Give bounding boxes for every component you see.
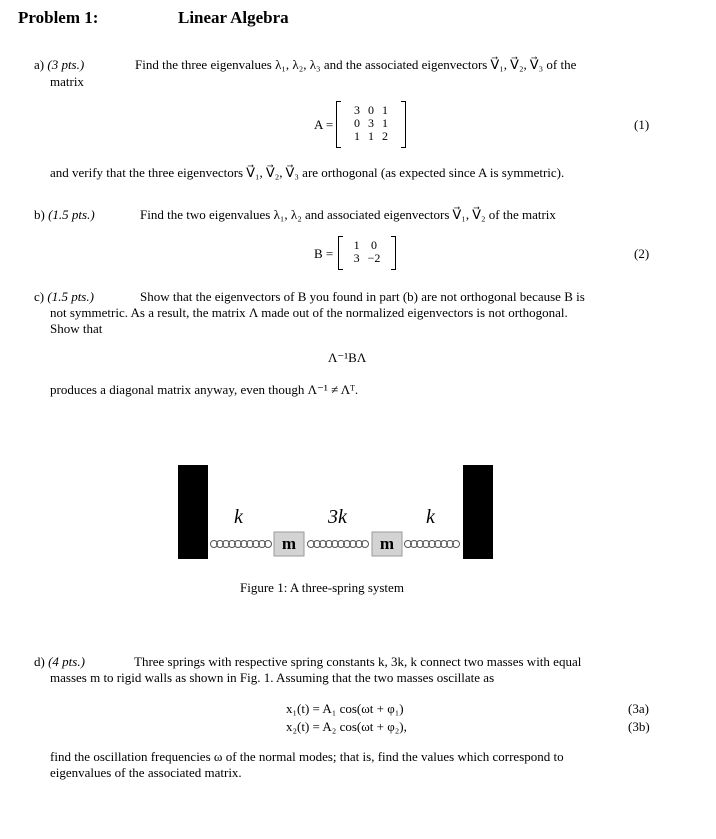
eq-number-2: (2) <box>634 246 650 261</box>
mass-label-right: m <box>379 534 395 553</box>
figure-caption: Figure 1: A three-spring system <box>240 580 404 595</box>
right-wall <box>463 465 493 559</box>
part-c-text-2: not symmetric. As a result, the matrix Λ made out of the normalized eigenvectors is not orthogonal. <box>50 305 568 320</box>
matrix-b-cell-1-1: −2 <box>367 251 381 265</box>
right-spring <box>405 541 460 548</box>
matrix-b-name: B = <box>314 246 334 261</box>
part-d-letter: d) <box>34 654 45 669</box>
matrix-a-cell-0-2: 1 <box>382 103 388 117</box>
part-d-text-2: masses m to rigid walls as shown in Fig. 1. Assuming that the two masses oscillate as <box>50 670 495 685</box>
left-spring <box>211 541 272 548</box>
part-a-text-1: Find the three eigenvalues λ₁, λ₂, λ₃ and the associated eigenvectors V⃗₁, V⃗₂, V⃗₃ of the <box>135 57 577 72</box>
part-c-text-3: Show that <box>50 321 103 336</box>
mass-label-left: m <box>281 534 297 553</box>
spring-label-middle: 3k <box>328 506 347 528</box>
part-b-text-1: Find the two eigenvalues λ₁, λ₂ and associated eigenvectors V⃗₁, V⃗₂ of the matrix <box>140 207 556 222</box>
matrix-b-cell-0-1: 0 <box>371 238 377 252</box>
spring-label-right: k <box>426 506 435 528</box>
part-c-label <box>34 289 94 305</box>
part-c-expression: Λ⁻¹BΛ <box>328 350 367 365</box>
part-a-letter: a) <box>34 57 45 72</box>
part-d-label <box>34 654 85 670</box>
matrix-a-cell-2-2: 2 <box>382 129 388 143</box>
matrix-b <box>338 236 396 270</box>
matrix-a-cell-2-0: 1 <box>354 129 360 143</box>
part-c-points: (1.5 pts.) <box>47 289 94 304</box>
problem-label: Problem 1: <box>18 8 99 27</box>
middle-spring <box>308 541 369 548</box>
part-b-points: (1.5 pts.) <box>48 207 95 222</box>
spring-label-left: k <box>234 506 243 528</box>
matrix-b-cell-1-0: 3 <box>353 251 360 265</box>
part-d-text-4: eigenvalues of the associated matrix. <box>50 765 242 780</box>
part-d-points: (4 pts.) <box>48 654 85 669</box>
matrix-a-cell-0-0: 3 <box>354 103 360 117</box>
part-a-text-2: matrix <box>50 74 84 89</box>
matrix-a-cell-0-1: 0 <box>368 103 374 117</box>
part-b-label <box>34 207 95 223</box>
matrix-a-cell-1-2: 1 <box>382 116 388 130</box>
part-c-text-4: produces a diagonal matrix anyway, even though Λ⁻¹ ≠ Λᵀ. <box>50 382 359 397</box>
problem-title: Linear Algebra <box>178 8 289 27</box>
equation-3a: x₁(t) = A₁ cos(ωt + φ₁) <box>286 701 404 716</box>
part-c-letter: c) <box>34 289 45 304</box>
left-wall <box>178 465 208 559</box>
matrix-a-cell-2-1: 1 <box>368 129 374 143</box>
eq-number-3b: (3b) <box>628 719 650 734</box>
eq-number-3a: (3a) <box>628 701 649 716</box>
matrix-a-name: A = <box>314 117 334 132</box>
part-a-label <box>34 57 84 73</box>
part-d-text-3: find the oscillation frequencies ω of the normal modes; that is, find the values which correspond to <box>50 749 564 764</box>
matrix-b-cell-0-0: 1 <box>353 238 360 252</box>
part-a-text-3: and verify that the three eigenvectors V⃗₁, V⃗₂, V⃗₃ are orthogonal (as expected since A is symmetric). <box>50 165 565 180</box>
part-d-text-1: Three springs with respective spring constants k, 3k, k connect two masses with equal <box>134 654 582 669</box>
matrix-a-cell-1-1: 3 <box>368 116 374 130</box>
part-c-text-1: Show that the eigenvectors of B you found in part (b) are not orthogonal because B is <box>140 289 585 304</box>
eq-number-1: (1) <box>634 117 650 132</box>
part-b-letter: b) <box>34 207 45 222</box>
matrix-a <box>336 101 406 148</box>
spring-figure <box>176 463 496 563</box>
equation-3b: x₂(t) = A₂ cos(ωt + φ₂), <box>286 719 407 734</box>
part-a-points: (3 pts.) <box>47 57 85 72</box>
matrix-a-cell-1-0: 0 <box>354 116 360 130</box>
